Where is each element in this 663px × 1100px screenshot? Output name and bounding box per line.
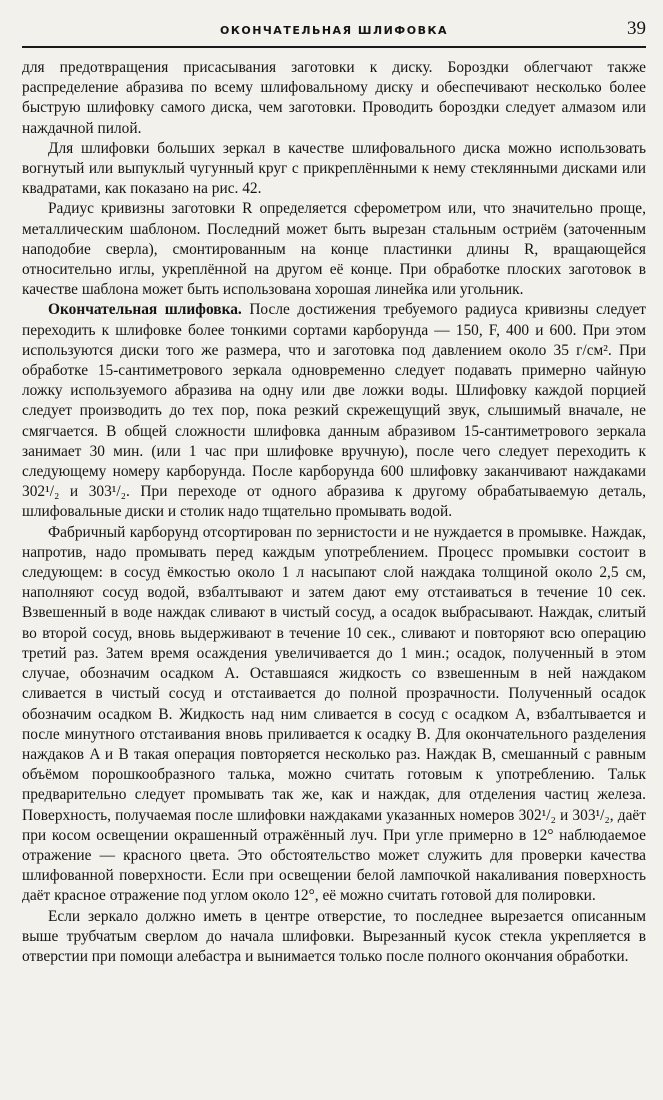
book-page <box>22 16 646 967</box>
paragraph <box>22 907 646 968</box>
paragraph <box>22 58 646 139</box>
paragraph-text: Для шлифовки больших зеркал в качестве шлифовального диска можно использовать вогнутый или выпуклый чугунный круг с прикреплёнными к нему стеклянными дисками или квадратами, как показано на рис. 42. <box>22 139 646 198</box>
paragraph <box>22 523 646 907</box>
running-head: ОКОНЧАТЕЛЬНАЯ ШЛИФОВКА <box>220 24 448 37</box>
body-text <box>22 58 646 967</box>
paragraph-text: Фабричный карборунд отсортирован по зернистости и не нуждается в промывке. Наждак, напротив, надо промывать перед каждым употреблением. Процесс промывки состоит в следующем: в сосуд ёмкостью около 1 л насыпают слой наждака толщиной около 2,5 см, наполняют сосуд водой, взбалтывают и затем дают ему отстаиваться в течение 10 сек. Взвешенный в воде наждак сливают в чистый сосуд, а осадок выбрасывают. Наждак, слитый во второй сосуд, вновь выдерживают в течение 10 сек., сливают и повторяют всю операцию третий раз. Затем время осаждения увеличивается до 1 мин.; осадок, полученный в этом случае, обозначим осадком A. Оставшаяся жидкость со взвешенным в ней наждаком сливается в чистый сосуд и отстаивается до полной прозрачности. Полученный осадок обозначим осадком B. Жидкость над ним сливается в сосуд с осадком A, взбалтывается и после минутного отстаивания вновь приливается к осадку B. Для окончательного разделения наждаков A и B такая операция повторяется несколько раз. Наждак B, смешанный с равным объёмом порошкообразного талька, можно считать готовым к употреблению. Тальк предварительно следует промывать так же, как и наждак, для отделения частиц железа. Поверхность, получаемая после шлифовки наждаками указанных номеров 302¹/₂ и 303¹/₂, даёт при косом освещении окрашенный отражённый луч. При угле примерно в 12° наблюдаемое отражение — красного цвета. Это обстоятельство может служить для проверки качества шлифованной поверхности. Если при освещении белой лампочкой накаливания поверхность даёт красное отражение под углом около 12°, её можно считать готовой для полировки. <box>22 523 646 905</box>
page-number: 39 <box>627 18 646 39</box>
paragraph-text: Если зеркало должно иметь в центре отверстие, то последнее вырезается описанным выше трубчатым сверлом до начала шлифовки. Вырезанный кусок стекла укрепляется в отверстии при помощи алебастра и вынимается только после полного окончания обработки. <box>22 907 646 965</box>
paragraph-text: Радиус кривизны заготовки R определяется сферометром или, что значительно проще, металлическим шаблоном. Последний может быть вырезан стальным остриём (заточенным наподобие сверла), смонтированным на конце пластинки длины R, вращающейся относительно иглы, укреплённой на другом её конце. При обработке плоских заготовок в качестве шаблона может быть использована хорошая линейка или угольник. <box>22 200 646 299</box>
paragraph <box>22 139 646 200</box>
paragraph-text: После достижения требуемого радиуса кривизны следует переходить к шлифовке более тонкими сортами карборунда — 150, F, 400 и 600. При этом используются диски того же размера, что и заготовка под давлением около 35 г/см². При обработке 15-сантиметрового зеркала одновременно следует подавать примерно чайную ложку используемого абразива на одну или две ложки воды. Шлифовку каждой порцией следует производить до тех пор, пока резкий скрежещущий звук, слышимый вначале, не смягчается. В общей сложности шлифовка данным абразивом 15-сантиметрового зеркала занимает 30 мин. (или 1 час при шлифовке вручную), после чего следует переходить к следующему номеру карборунда. После карборунда 600 шлифовку заканчивают наждаками 302¹/₂ и 303¹/₂. При переходе от одного абразива к другому обрабатываемую деталь, шлифовальные диски и столик надо тщательно промывать водой. <box>22 301 646 521</box>
paragraph <box>22 300 646 522</box>
paragraph-text: для предотвращения присасывания заготовки к диску. Бороздки облегчают также распределение абразива по всему шлифовальному диску и обеспечивают несколько более быструю шлифовку самого диска, чем заготовки. Проводить бороздки следует алмазом или наждачной пилой. <box>22 59 646 137</box>
paragraph <box>22 199 646 300</box>
section-heading: Окончательная шлифовка. <box>48 301 242 319</box>
page-header <box>22 16 646 48</box>
